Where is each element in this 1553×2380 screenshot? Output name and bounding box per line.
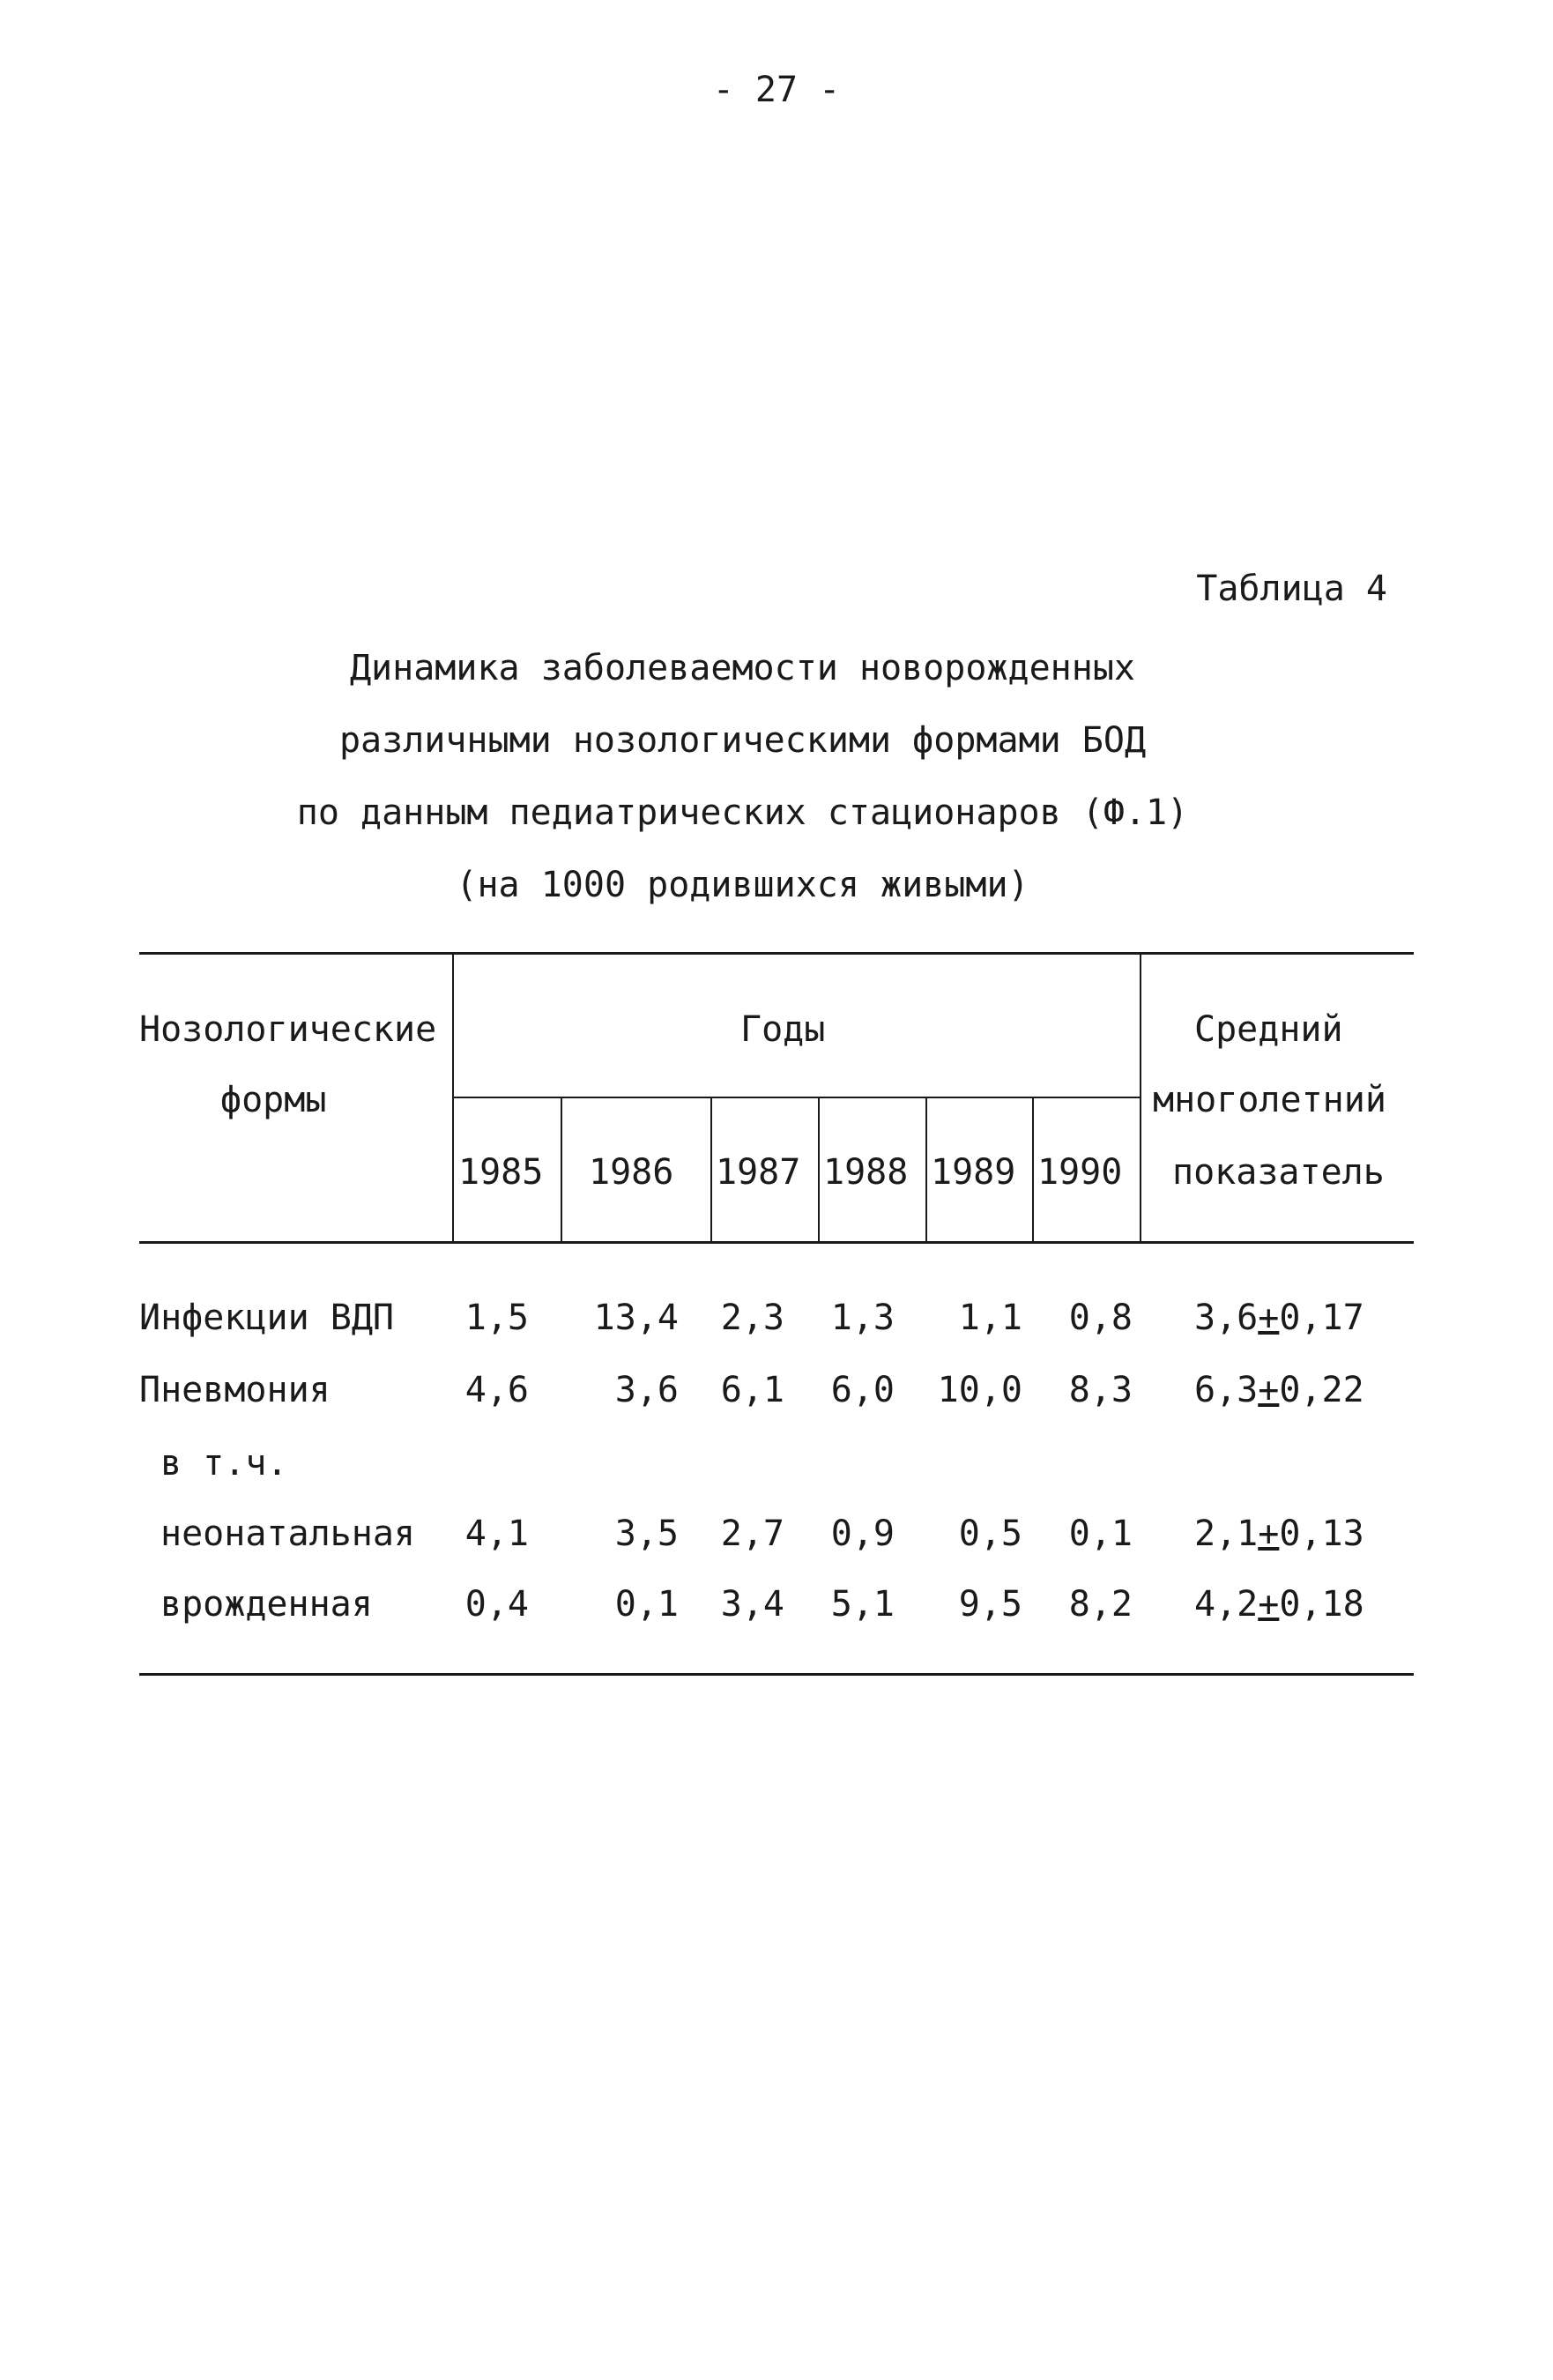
row-label: врожденная xyxy=(160,1584,373,1625)
plus-minus-sign: + xyxy=(1258,1298,1280,1338)
average-value: 2,1 xyxy=(1194,1514,1259,1554)
cell-1988: 6,0 xyxy=(830,1370,895,1410)
table-header-rule xyxy=(139,1241,1414,1244)
cell-average xyxy=(1194,1298,1364,1338)
column-divider xyxy=(1032,1097,1034,1241)
table-label: Таблица 4 xyxy=(1196,569,1387,609)
plus-minus-sign: + xyxy=(1258,1514,1280,1554)
average-value: 6,3 xyxy=(1194,1370,1259,1410)
column-divider xyxy=(925,1097,927,1241)
header-forms-line-2: формы xyxy=(220,1080,327,1120)
cell-1987: 2,3 xyxy=(720,1298,784,1338)
average-error: 0,17 xyxy=(1279,1298,1364,1338)
header-average-line-3: показатель xyxy=(1172,1152,1385,1193)
table-title-line-3: по данным педиатрических стационаров (Ф.1) xyxy=(296,792,1189,833)
cell-1990: 8,2 xyxy=(1068,1584,1133,1625)
cell-1986: 3,6 xyxy=(614,1370,679,1410)
page-number: - 27 - xyxy=(712,70,841,110)
cell-1988: 1,3 xyxy=(830,1298,895,1338)
row-label: Инфекции ВДП xyxy=(139,1298,394,1338)
column-divider xyxy=(818,1097,820,1241)
year-col-1989: 1989 xyxy=(931,1152,1016,1193)
cell-1990: 8,3 xyxy=(1068,1370,1133,1410)
table-title-line-1: Динамика заболеваемости новорожденных xyxy=(349,648,1136,688)
cell-1986: 3,5 xyxy=(614,1514,679,1554)
cell-1989: 9,5 xyxy=(958,1584,1022,1625)
table-top-rule xyxy=(139,952,1414,955)
year-col-1988: 1988 xyxy=(823,1152,909,1193)
header-average-line-2: многолетний xyxy=(1153,1080,1386,1120)
year-col-1987: 1987 xyxy=(716,1152,801,1193)
cell-1986: 0,1 xyxy=(614,1584,679,1625)
cell-1985: 4,1 xyxy=(464,1514,529,1554)
cell-1987: 2,7 xyxy=(720,1514,784,1554)
average-error: 0,13 xyxy=(1279,1514,1364,1554)
row-label: Пневмония xyxy=(139,1370,331,1410)
table-bottom-rule xyxy=(139,1673,1414,1676)
row-label: в т.ч. xyxy=(160,1443,288,1484)
cell-average xyxy=(1194,1584,1364,1625)
plus-minus-sign: + xyxy=(1258,1370,1280,1410)
cell-1990: 0,1 xyxy=(1068,1514,1133,1554)
header-forms-line-1: Нозологические xyxy=(139,1009,437,1050)
cell-1989: 0,5 xyxy=(958,1514,1022,1554)
cell-average xyxy=(1194,1514,1364,1554)
column-divider xyxy=(710,1097,712,1241)
row-label: неонатальная xyxy=(160,1514,415,1554)
cell-1990: 0,8 xyxy=(1068,1298,1133,1338)
year-col-1990: 1990 xyxy=(1037,1152,1123,1193)
year-col-1985: 1985 xyxy=(458,1152,544,1193)
cell-1987: 6,1 xyxy=(720,1370,784,1410)
header-years: Годы xyxy=(740,1009,826,1050)
average-value: 4,2 xyxy=(1194,1584,1259,1625)
cell-1987: 3,4 xyxy=(720,1584,784,1625)
cell-1985: 4,6 xyxy=(464,1370,529,1410)
cell-1989: 1,1 xyxy=(958,1298,1022,1338)
years-subheader-rule xyxy=(452,1097,1141,1098)
cell-1986: 13,4 xyxy=(593,1298,679,1338)
average-error: 0,18 xyxy=(1279,1584,1364,1625)
cell-1988: 0,9 xyxy=(830,1514,895,1554)
header-average-line-1: Средний xyxy=(1194,1009,1343,1050)
average-value: 3,6 xyxy=(1194,1298,1259,1338)
cell-average xyxy=(1194,1372,1364,1408)
cell-1985: 0,4 xyxy=(464,1584,529,1625)
table-title-line-4: (на 1000 родившихся живыми) xyxy=(456,865,1029,905)
plus-minus-sign: + xyxy=(1258,1584,1280,1625)
year-col-1986: 1986 xyxy=(589,1152,674,1193)
cell-1988: 5,1 xyxy=(830,1584,895,1625)
table-title-line-2: различными нозологическими формами БОД xyxy=(338,720,1147,761)
cell-1985: 1,5 xyxy=(464,1298,529,1338)
cell-1989: 10,0 xyxy=(937,1370,1022,1410)
column-divider xyxy=(561,1097,562,1241)
average-error: 0,22 xyxy=(1279,1370,1364,1410)
